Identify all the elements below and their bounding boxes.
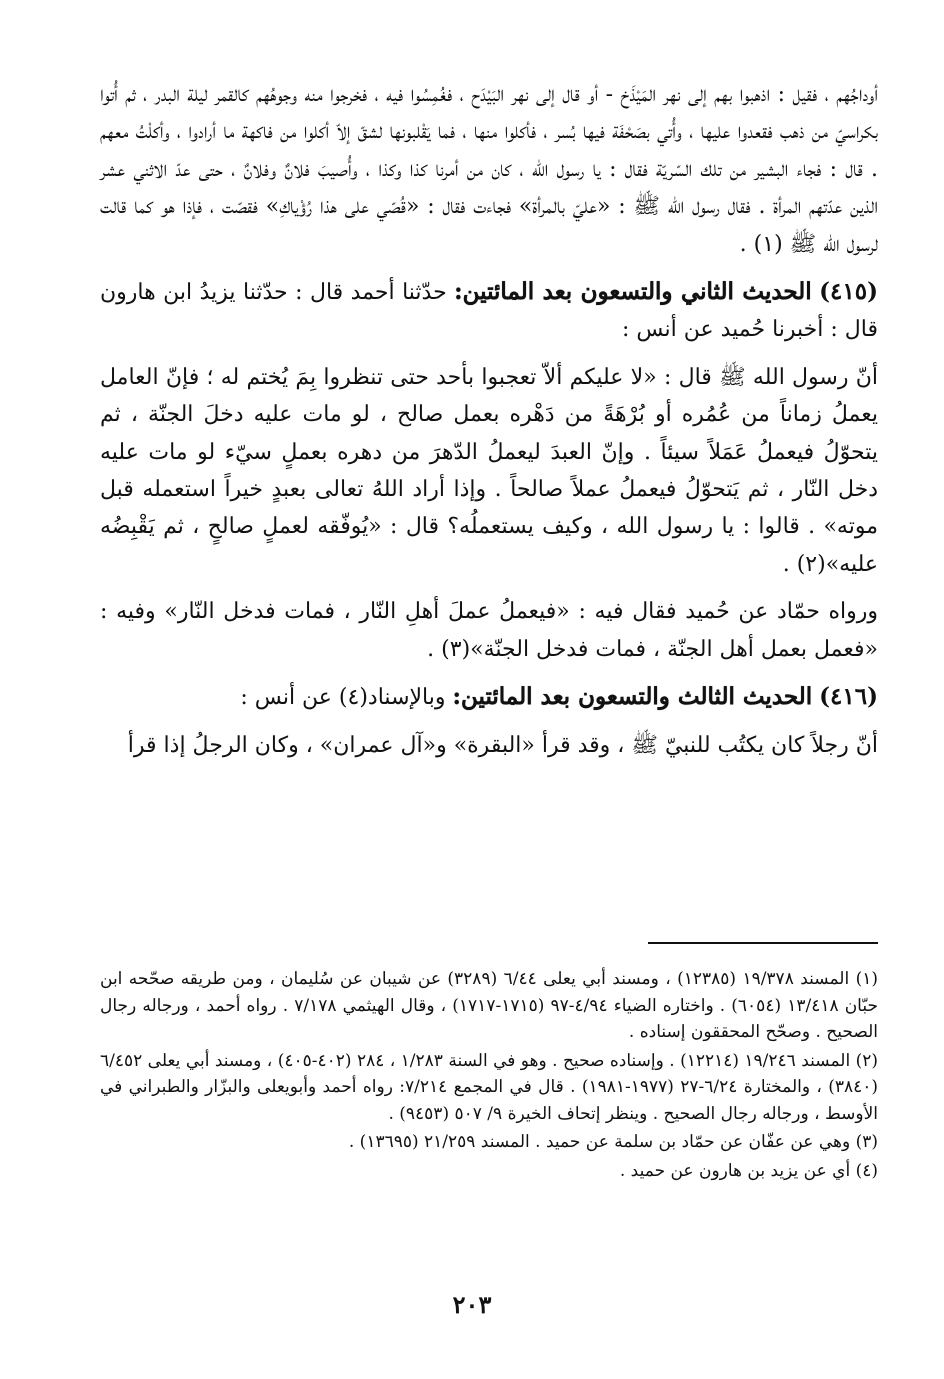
main-text [100,76,878,774]
hadith-416-text: أنّ رجلاً كان يكتُب للنبيّ ﷺ ، وقد قرأ «البقرة» و«آل عمران» ، وكان الرجلُ إذا قرأ [127,732,878,758]
hadith-415 [100,273,878,349]
hadith-415-text: أنّ رسول الله ﷺ قال : «لا عليكم ألاّ تعجبوا بأحد حتى تنظروا بِمَ يُختم له ؛ فإنّ العامل يعملُ زماناً من عُمُره أو بُرْهَةً من دَهْره بعمل صالح ، لو مات عليه دخلَ الجنّة ، ثم يتحوّلُ فيعملُ عَمَلاً سيئاً . وإنّ العبدَ ليعملُ الدّهرَ من دهره بعملٍ سيّء لو مات عليه دخل النّار ، ثم يَتحوّلُ فيعملُ عملاً صالحاً . وإذا أراد اللهُ تعالى بعبدٍ خيراً استعمله قبل موته» . قالوا : يا رسول الله ، وكيف يستعملُه؟ قال : «يُوفّقه لعملٍ صالحٍ ، ثم يَقْبِضُه عليه»(٢) . [100,364,878,577]
hadith-number: (٤١٥) [819,278,878,306]
hadith-415-variant: ورواه حمّاد عن حُميد فقال فيه : «فيعملُ عملَ أهلِ النّار ، فمات فدخل النّار» وفيه : «فعمل بعمل أهل الجنّة ، فمات فدخل الجنّة»(٣) . [100,599,878,662]
hadith-title: الحديث الثاني والتسعون بعد المائتين: [454,278,812,306]
paragraph-continuation: أوداجُهم ، فقيل : اذهبوا بهم إلى نهر المَيْذَخ - أو قال إلى نهر البَيْدَح ، فغُمِسُوا فيه ، فخرجوا منه وجوهُهم كالقمر ليلة البدر ، ثم أُتوا بكراسيّ من ذهب فقعدوا عليها ، وأُتي بصَحْفَة فيها بُسر ، فأكلوا منها ، فما يَقْلبونها لشقّ إلاّ أكلوا من فاكهة ما أرادوا ، وأكلْتُ معهم . قال : فجاء البشير من تلك السّريّة فقال : يا رسول الله ، كان من أمرنا كذا وكذا ، وأُصيبَ فلانٌ وفلانٌ ، حتى عدّ الاثني عشر الذين عدّتهم المرأة . فقال رسول الله ﷺ : «عليّ بالمرأة» فجاءت فقال : «قُصّي على هذا رُؤْياكِ» فقصّت ، فإذا هو كما قالت لرسول الله ﷺ (١) . [100,82,878,257]
hadith-isnad: حدّثنا أحمد قال : حدّثنا يزيدُ ابن هارون قال : أخبرنا حُميد عن أنس : [100,280,878,343]
hadith-title: الحديث الثالث والتسعون بعد المائتين: [452,683,813,711]
hadith-isnad: وبالإسناد(٤) عن أنس : [240,685,446,711]
footnote-2: (٢) المسند ١٩/٢٤٦ (١٢٢١٤) . وإسناده صحيح . وهو في السنة ١/٢٨٣ ، ٢٨٤ (٤٠٢-٤٠٥) ، ومسند أبي يعلى ٦/٤٥٢ (٣٨٤٠) ، والمختارة ٦/٢٤-٢٧ (١٩٧٧-١٩٨١) . قال في المجمع ٧/٢١٤: رواه أحمد وأبويعلى والبزّار والطبراني في الأوسط ، ورجاله رجال الصحيح . وينظر إتحاف الخيرة ٩/ ٥٠٧ (٩٤٥٣) . [100,1050,879,1124]
footnote-divider [648,942,878,944]
footnotes [100,966,878,1186]
hadith-416 [100,678,878,716]
footnote-1: (١) المسند ١٩/٣٧٨ (١٢٣٨٥) ، ومسند أبي يعلى ٦/٤٤ (٣٢٨٩) عن شيبان عن سُليمان ، ومن طريقه صحّحه ابن حبّان ١٣/٤١٨ (٦٠٥٤) . واختاره الضياء ٤/٩٤-٩٧ (١٧١٥-١٧١٧) ، وقال الهيثمي ٧/١٧٨ . رواه أحمد ، ورجاله رجال الصحيح . وصحّح المحققون إسناده . [100,969,879,1042]
hadith-number: (٤١٦) [819,683,878,711]
page-number: ٢٠٣ [452,1290,492,1319]
footnote-4: (٤) أي عن يزيد بن هارون عن حميد . [619,1160,878,1181]
footnote-3: (٣) وهي عن عفّان عن حمّاد بن سلمة عن حميد . المسند ٢١/٢٥٩ (١٣٦٩٥) . [348,1132,878,1152]
